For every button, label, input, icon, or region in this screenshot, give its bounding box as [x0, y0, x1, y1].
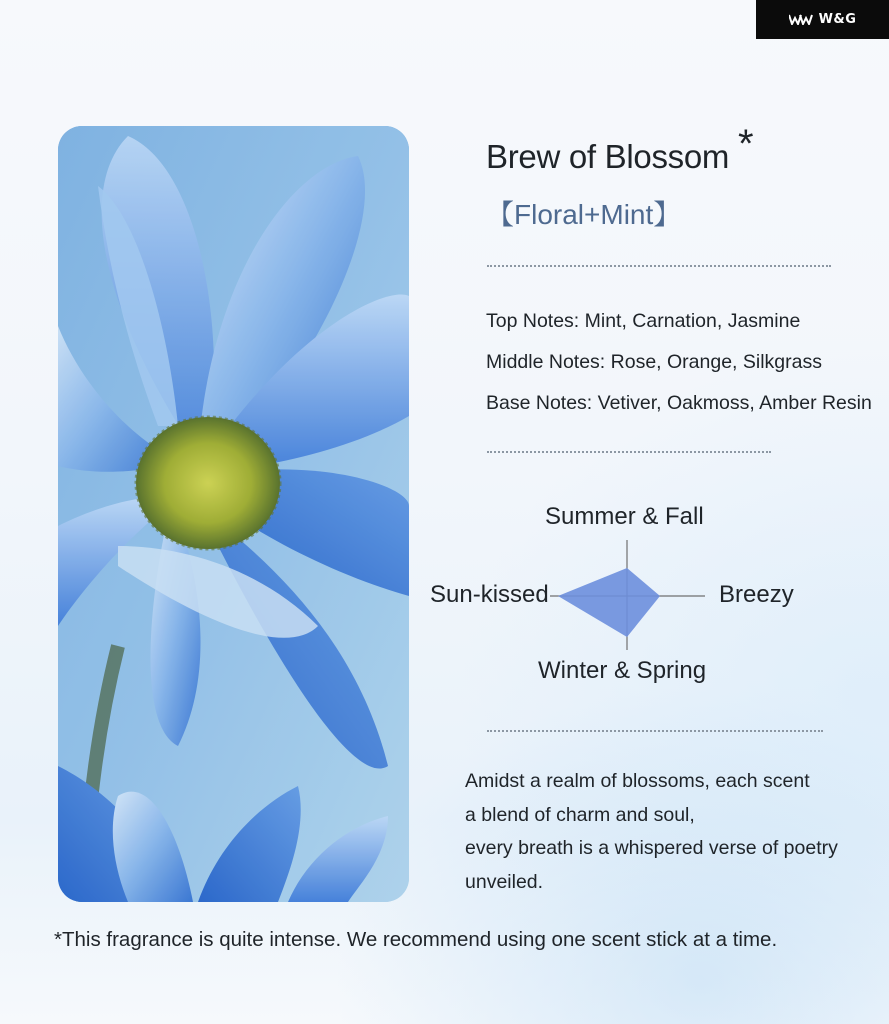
description-line: unveiled. [465, 871, 544, 893]
brand-badge [756, 0, 889, 39]
product-title: Brew of Blossom [486, 138, 730, 175]
diagram-shape [558, 568, 660, 637]
scent-profile-diagram [540, 535, 710, 655]
double-w-icon [789, 14, 813, 25]
middle-notes: Middle Notes: Rose, Orange, Silkgrass [486, 351, 822, 373]
diagram-label-top: Summer & Fall [545, 503, 704, 530]
description-line: a blend of charm and soul, [465, 804, 695, 826]
diagram-label-right: Breezy [719, 581, 794, 608]
diagram-label-bottom: Winter & Spring [538, 657, 707, 684]
description-line: every breath is a whispered verse of poetry [465, 837, 838, 859]
brand-name: W&G [818, 12, 857, 27]
top-notes: Top Notes: Mint, Carnation, Jasmine [486, 310, 801, 332]
product-subtitle: 【Floral+Mint】 [486, 199, 682, 230]
divider [487, 265, 831, 267]
divider [487, 451, 771, 453]
usage-footnote: *This fragrance is quite intense. We recommend using one scent stick at a time. [54, 928, 778, 951]
title-asterisk: * [738, 122, 754, 166]
base-notes: Base Notes: Vetiver, Oakmoss, Amber Resin [486, 392, 872, 414]
diagram-label-left: Sun-kissed [430, 581, 549, 608]
description-line: Amidst a realm of blossoms, each scent [465, 770, 810, 792]
flower-photo [58, 126, 409, 902]
divider [487, 730, 823, 732]
